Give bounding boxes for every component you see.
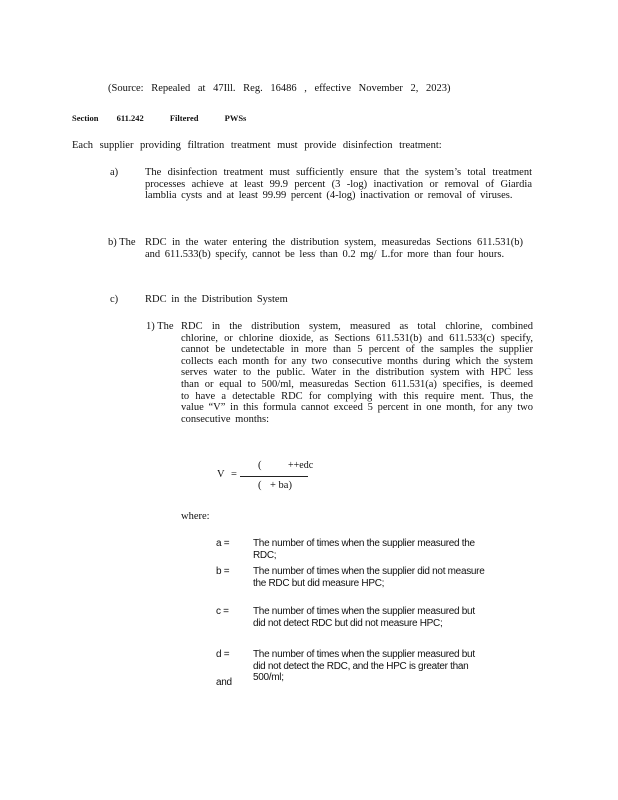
item-c-title: RDC in the Distribution System [145,294,288,305]
section-heading [72,112,246,124]
item-c1-body: RDC in the distribution system, measured as total chlorine, combined chlorine, or chlorine dioxide, as Sections 611.531(b) and 611.533(c) specify, cannot be undetectable in more than 5 percent of the samples the supplier collects each month for any two consecutive months during which the system serves water to the public. Water in the distribution system with HPC less than or equal to 500/ml, measuredas Section 611.531(a) specifies, is deemed to have a detectable RDC for complying with this require ment. Thus, the value “V” in this formula cannot exceed 5 percent in one month, for any two consecutive months: [181,321,533,425]
formula-equals: = [231,469,237,480]
and-connector: and [216,677,232,688]
source-note: (Source: Repealed at 47Ill. Reg. 16486 , effective November 2, 2023) [108,83,451,94]
definition-a-text: The number of times when the supplier measured the RDC; [253,538,475,561]
definition-b-var: b = [216,566,230,577]
where-label: where: [181,511,210,522]
formula-numerator: ++edc [288,460,314,471]
definition-c-text: The number of times when the supplier measured but did not detect RDC but did not measure HPC; [253,606,475,629]
definition-b-text: The number of times when the supplier did not measure the RDC but did measure HPC; [253,566,485,589]
formula-v: V [217,469,225,480]
formula-denominator: + ba) [270,480,292,491]
item-a-text: The disinfection treatment must sufficiently ensure that the system’s total treatment processes achieve at least 99.9 percent (3 -log) inactivation or removal of Giardia lamblia cysts and at least 99.99 percent (4-log) inactivation or removal of viruses. [145,167,532,202]
item-b-text: RDC in the water entering the distribution system, measuredas Sections 611.531(b) and 611.533(b) specify, cannot be less than 0.2 mg/ L.for more than four hours. [145,237,523,260]
intro-paragraph: Each supplier providing filtration treatment must provide disinfection treatment: [72,140,442,151]
formula-fraction-bar [240,476,308,477]
item-c-label: c) [110,294,119,305]
definition-c-var: c = [216,606,229,617]
formula-numerator-paren: ( [258,460,262,471]
section-title-word-1: Filtered [169,113,199,123]
formula-denominator-paren: ( [258,480,262,491]
item-b-label: b) The [108,237,136,248]
definition-a-var: a = [216,538,230,549]
definition-d-var: d = [216,649,230,660]
item-c1-text [181,321,533,425]
definition-d-text: The number of times when the supplier measured but did not detect the RDC, and the HPC is greater than 500/ml; [253,649,475,684]
item-c1-label: 1) The [146,321,174,332]
item-a-label: a) [110,167,119,178]
section-label: Section [72,113,99,123]
section-title-word-2: PWSs [224,113,247,123]
section-number: 611.242 [116,113,144,123]
